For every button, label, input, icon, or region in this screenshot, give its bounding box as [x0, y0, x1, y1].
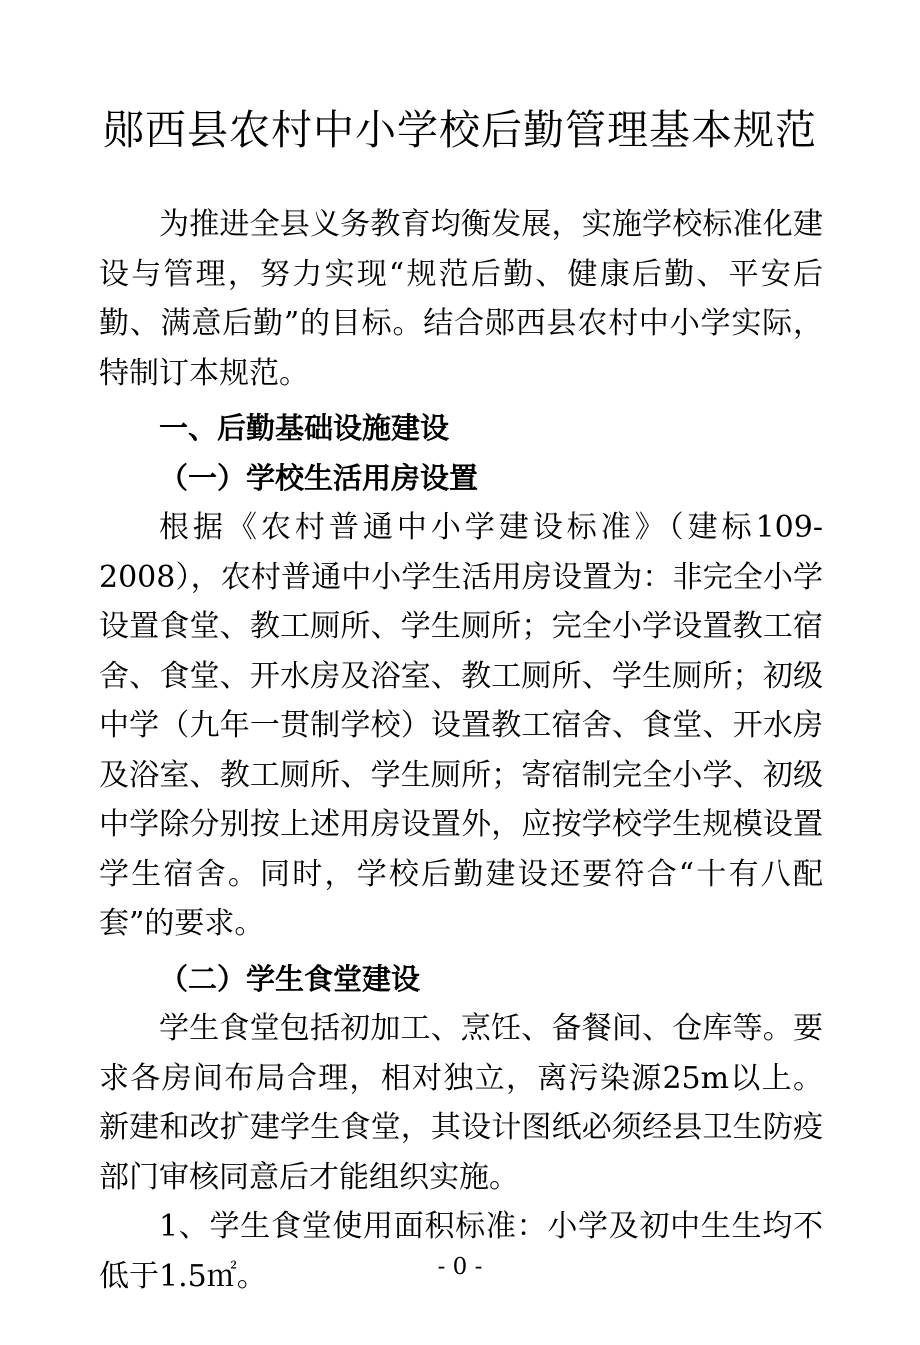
canteen-paragraph: 学生食堂包括初加工、烹饪、备餐间、仓库等。要求各房间布局合理，相对独立，离污染源25m以上。新建和改扩建学生食堂，其设计图纸必须经县卫生防疫部门审核同意后才能组织实施。: [99, 1011, 823, 1195]
document-body: [99, 200, 823, 1301]
living-rooms-paragraph: 根据《农村普通中小学建设标准》（建标109-2008），农村普通中小学生活用房设置为：非完全小学设置食堂、教工厕所、学生厕所；完全小学设置教工宿舍、食堂、开水房及浴室、教工厕所、学生厕所；初级中学（九年一贯制学校）设置教工宿舍、食堂、开水房及浴室、教工厕所、学生厕所；寄宿制完全小学、初级中学除分别按上述用房设置外，应按学校学生规模设置学生宿舍。同时，学校后勤建设还要符合“十有八配套”的要求。: [99, 510, 823, 941]
subsection-heading-canteen: （二）学生食堂建设: [159, 961, 421, 996]
section-heading-infrastructure: 一、后勤基础设施建设: [159, 411, 450, 445]
canteen-area-item: 1、学生食堂使用面积标准：小学及初中生生均不低于1.5㎡。: [99, 1209, 823, 1294]
subsection-heading-living-rooms: （一）学校生活用房设置: [159, 460, 479, 495]
intro-paragraph: 为推进全县义务教育均衡发展，实施学校标准化建设与管理，努力实现“规范后勤、健康后勤、平安后勤、满意后勤”的目标。结合郧西县农村中小学实际，特制订本规范。: [99, 207, 823, 391]
page-number: - 0 -: [437, 1254, 483, 1280]
document-title: 郧西县农村中小学校后勤管理基本规范: [103, 106, 817, 154]
